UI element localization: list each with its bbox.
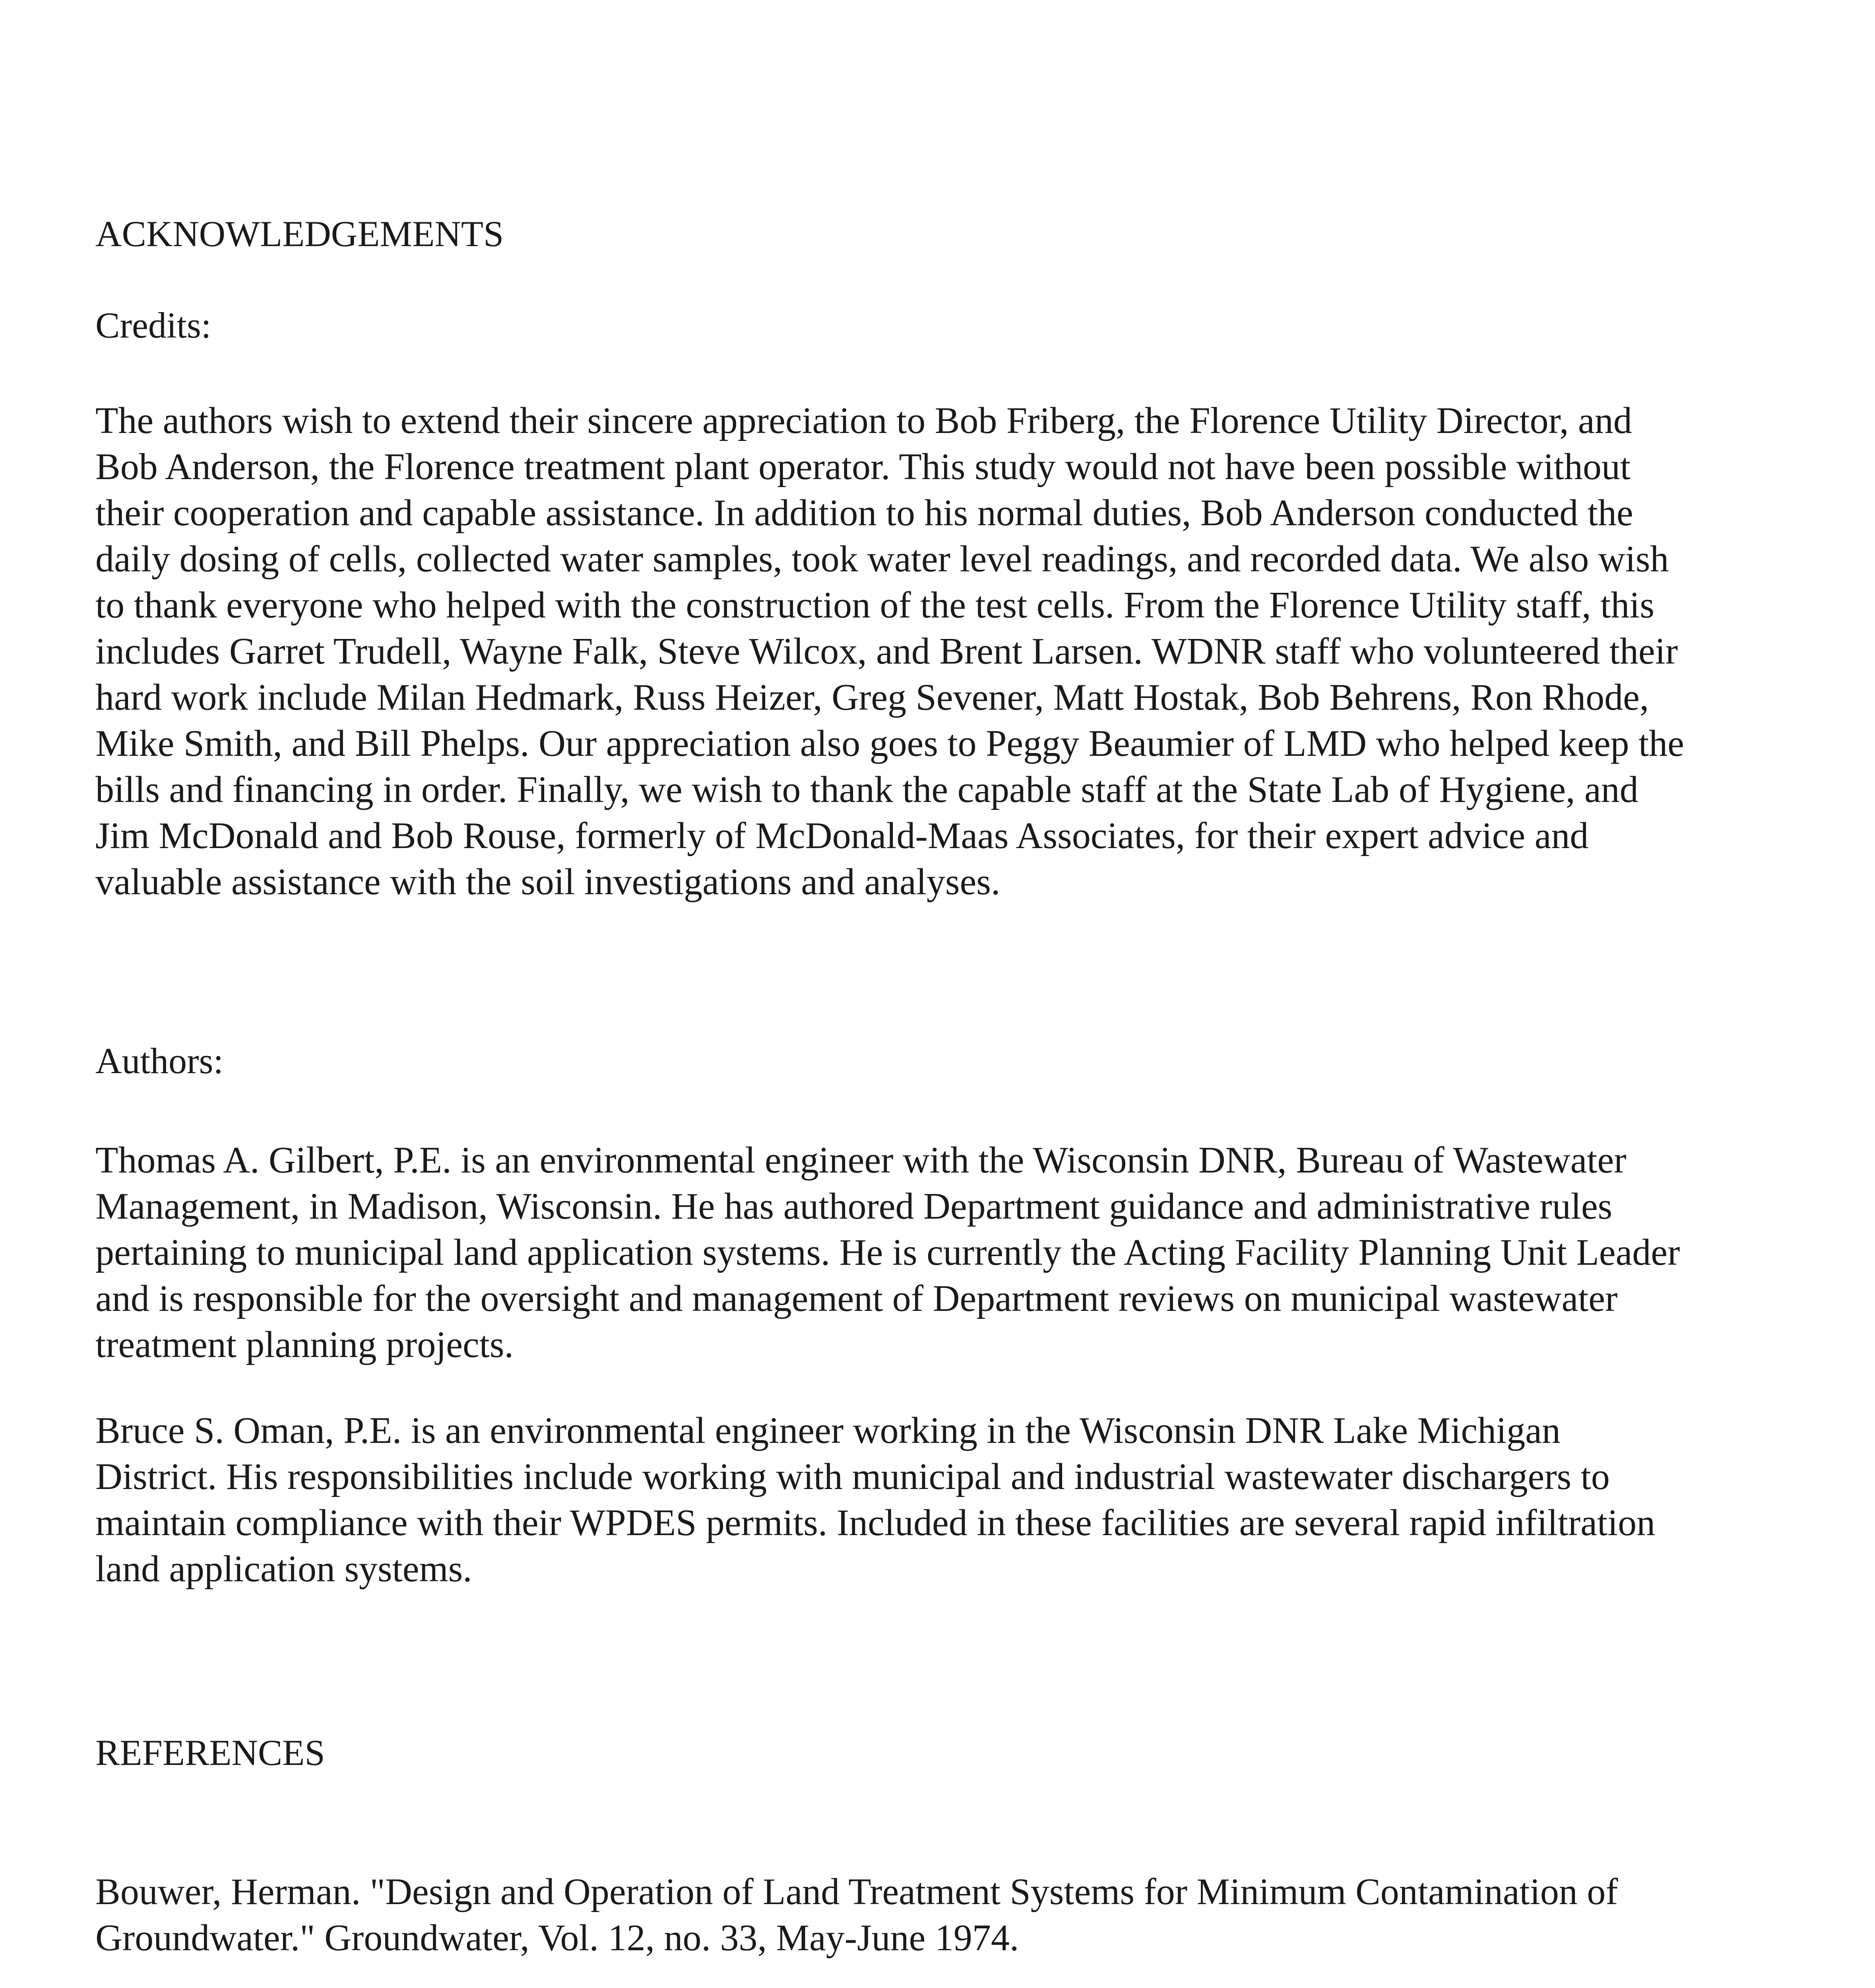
author-bio-oman: Bruce S. Oman, P.E. is an environmental engineer working in the Wisconsin DNR Lake Michigan District. His responsibilities include working with municipal and industrial wastewater dischargers to maintain compliance with their WPDES permits. Included in these facilities are several rapid infiltration land application systems. (95, 1410, 1656, 1590)
credits-paragraph: The authors wish to extend their sincere appreciation to Bob Friberg, the Florence Utility Director, and Bob Anderson, the Florence treatment plant operator. This study would not have been possible without their cooperation and capable assistance. In addition to his normal duties, Bob Anderson conducted the daily dosing of cells, collected water samples, took water level readings, and recorded data. We also wish to thank everyone who helped with the construction of the test cells. From the Florence Utility staff, this includes Garret Trudell, Wayne Falk, Steve Wilcox, and Brent Larsen. WDNR staff who volunteered their hard work include Milan Hedmark, Russ Heizer, Greg Sevener, Matt Hostak, Bob Behrens, Ron Rhode, Mike Smith, and Bill Phelps. Our appreciation also goes to Peggy Beaumier of LMD who helped keep the bills and financing in order. Finally, we wish to thank the capable staff at the State Lab of Hygiene, and Jim McDonald and Bob Rouse, formerly of McDonald-Maas Associates, for their expert advice and valuable assistance with the soil investigations and analyses. (95, 400, 1684, 903)
credits-label: Credits: (95, 305, 211, 346)
acknowledgements-heading: ACKNOWLEDGEMENTS (95, 214, 504, 254)
reference-item: Bouwer, Herman. "Design and Operation of Land Treatment Systems for Minimum Contamination of Groundwater." Groundwater, Vol. 12, no. 33, May-June 1974. (95, 1871, 1618, 1959)
authors-label: Authors: (95, 1041, 223, 1081)
references-heading: REFERENCES (95, 1732, 325, 1773)
author-bio-gilbert: Thomas A. Gilbert, P.E. is an environmental engineer with the Wisconsin DNR, Bureau of Wastewater Management, in Madison, Wisconsin. He has authored Department guidance and administrative rules pertaining to municipal land application systems. He is currently the Acting Facility Planning Unit Leader and is responsible for the oversight and management of Department reviews on municipal wastewater treatment planning projects. (95, 1140, 1680, 1365)
